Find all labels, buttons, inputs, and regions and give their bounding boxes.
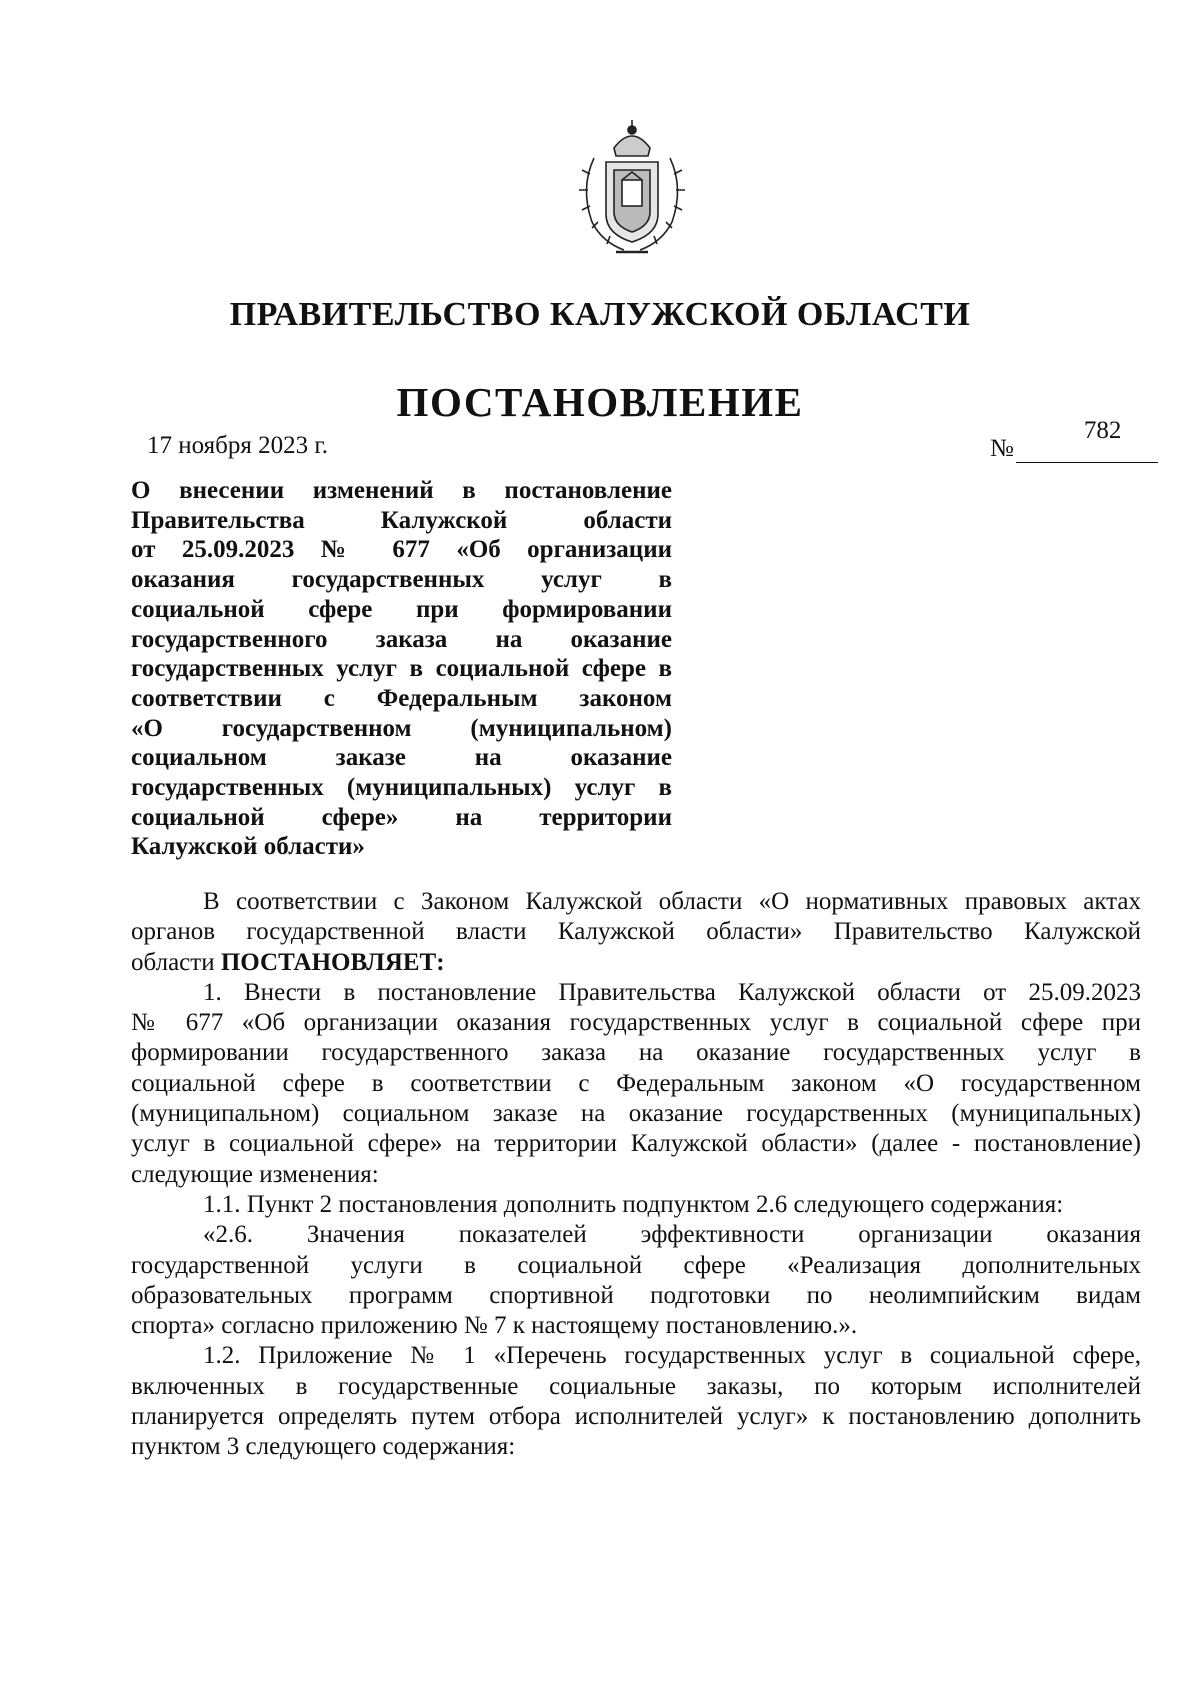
item-1-line: (муниципальном) социальном заказе на оказание государственных (муниципальных) <box>131 1100 1141 1128</box>
subject-line: Калужской области» <box>131 833 365 861</box>
item-1-line: услуг в социальной сфере» на территории Калужской области» (далее - постановление) <box>131 1130 1141 1158</box>
government-title: ПРАВИТЕЛЬСТВО КАЛУЖСКОЙ ОБЛАСТИ <box>229 296 971 333</box>
preamble-line: органов государственной власти Калужской области» Правительство Калужской <box>131 918 1141 946</box>
item-1-2-line: 1.2. Приложение № 1 «Перечень государственных услуг в социальной сфере, <box>203 1342 1141 1370</box>
item-2-6-line: государственной услуги в социальной сфере «Реализация дополнительных <box>131 1251 1141 1279</box>
document-date: 17 ноября 2023 г. <box>147 432 329 459</box>
item-1-2-line: пунктом 3 следующего содержания: <box>131 1433 516 1461</box>
subject-line: «О государственном (муниципальном) <box>131 714 672 742</box>
number-label: № <box>990 435 1014 462</box>
subject-line: соответствии с Федеральным законом <box>131 684 672 712</box>
subject-line: социальной сфере» на территории <box>131 803 672 831</box>
subject-line: социальной сфере при формировании <box>131 595 672 623</box>
item-1-2-line: планируется определять путем отбора исполнителей услуг» к постановлению дополнить <box>131 1403 1141 1431</box>
document-type: ПОСТАНОВЛЕНИЕ <box>396 379 804 425</box>
decree-keyword: ПОСТАНОВЛЯЕТ: <box>220 948 445 976</box>
document-body <box>131 887 1141 1463</box>
kaluga-coat-of-arms-icon <box>572 118 692 258</box>
item-1-2-line: включенных в государственные социальные заказы, по которым исполнителей <box>131 1372 1141 1400</box>
subject-line: оказания государственных услуг в <box>131 566 672 594</box>
preamble-prefix: области <box>131 948 221 976</box>
item-2-6-line: спорта» согласно приложению № 7 к настоящему постановлению.». <box>131 1312 858 1340</box>
subject-line: государственного заказа на оказание <box>131 625 672 653</box>
subject-line: Правительства Калужской области <box>131 506 672 534</box>
preamble-line: В соответствии с Законом Калужской области «О нормативных правовых актах <box>203 888 1141 915</box>
item-2-6-line: образовательных программ спортивной подготовки по неолимпийским видам <box>131 1281 1141 1309</box>
document-number <box>990 417 1158 463</box>
item-2-6-line: «2.6. Значения показателей эффективности организации оказания <box>203 1221 1141 1249</box>
item-1-line: формировании государственного заказа на оказание государственных услуг в <box>131 1039 1141 1067</box>
subject-line: государственных (муниципальных) услуг в <box>131 774 672 802</box>
subject-line: О внесении изменений в постановление <box>131 477 672 504</box>
document-subject <box>131 476 672 862</box>
subject-line: государственных услуг в социальной сфере в <box>131 655 672 683</box>
item-1-line: № 677 «Об организации оказания государственных услуг в социальной сфере при <box>131 1009 1141 1037</box>
subject-line: от 25.09.2023 № 677 «Об организации <box>131 536 672 564</box>
item-1-line: социальной сфере в соответствии с Федеральным законом «О государственном <box>131 1069 1141 1097</box>
number-underline <box>1016 417 1158 463</box>
preamble-line <box>131 948 1141 978</box>
subject-line: социальном заказе на оказание <box>131 744 672 772</box>
number-value: 782 <box>1083 417 1122 444</box>
item-1-line: 1. Внести в постановление Правительства Калужской области от 25.09.2023 <box>203 978 1141 1006</box>
item-1-1-line: 1.1. Пункт 2 постановления дополнить подпунктом 2.6 следующего содержания: <box>203 1190 1064 1218</box>
item-1-line: следующие изменения: <box>131 1160 379 1188</box>
